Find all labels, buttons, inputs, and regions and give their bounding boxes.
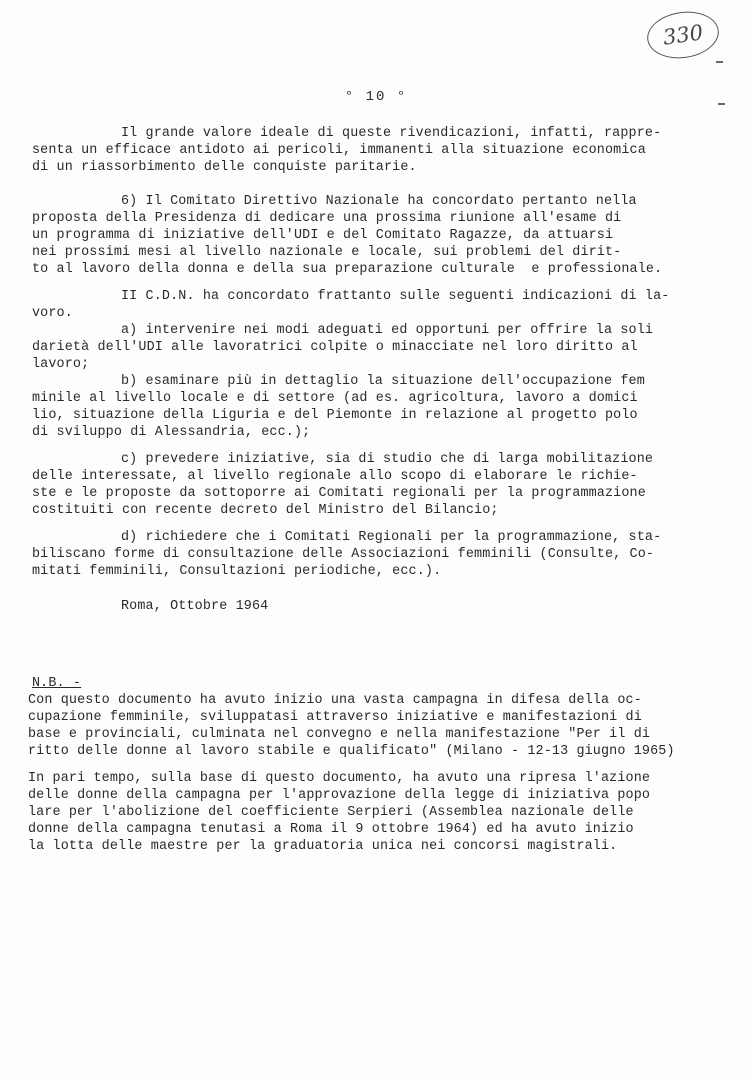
text-line: II C.D.N. ha concordato frattanto sulle seguenti indicazioni di la- [121, 289, 670, 304]
text-line: base e provinciali, culminata nel convegno e nella manifestazione "Per il di [28, 727, 651, 742]
text-line: to al lavoro della donna e della sua preparazione culturale e professionale. [32, 262, 663, 277]
text-line: 6) Il Comitato Direttivo Nazionale ha concordato pertanto nella [121, 194, 637, 209]
nb-heading: N.B. - [32, 676, 82, 691]
text-line: di un riassorbimento delle conquiste paritarie. [32, 160, 417, 175]
text-line: minile al livello locale e di settore (ad es. agricoltura, lavoro a domici [32, 391, 638, 406]
text-line: voro. [32, 306, 73, 321]
text-line: mitati femminili, Consultazioni periodiche, ecc.). [32, 564, 442, 579]
archive-number-stamp [644, 7, 722, 63]
text-line: lavoro; [32, 357, 90, 372]
text-line: d) richiedere che i Comitati Regionali per la programmazione, sta- [121, 530, 662, 545]
text-line: di sviluppo di Alessandria, ecc.); [32, 425, 311, 440]
date-line: Roma, Ottobre 1964 [121, 599, 269, 614]
text-line: senta un efficace antidoto ai pericoli, immanenti alla situazione economica [32, 143, 646, 158]
text-line: biliscano forme di consultazione delle Associazioni femminili (Consulte, Co- [32, 547, 655, 562]
text-line: ste e le proposte da sottoporre ai Comitati regionali per la programmazione [32, 486, 646, 501]
page-number: ° 10 ° [344, 89, 408, 105]
text-line: lio, situazione della Liguria e del Piemonte in relazione al progetto polo [32, 408, 638, 423]
text-line: delle donne della campagna per l'approvazione della legge di iniziativa popo [28, 788, 651, 803]
text-line: Il grande valore ideale di queste rivendicazioni, infatti, rappre- [121, 126, 662, 141]
text-line: delle interessate, al livello regionale allo scopo di elaborare le richie- [32, 469, 638, 484]
text-line: lare per l'abolizione del coefficiente Serpieri (Assemblea nazionale delle [28, 805, 634, 820]
text-line: un programma di iniziative dell'UDI e del Comitato Ragazze, da attuarsi [32, 228, 614, 243]
text-line: a) intervenire nei modi adeguati ed opportuni per offrire la soli [121, 323, 654, 338]
text-line: c) prevedere iniziative, sia di studio che di larga mobilitazione [121, 452, 654, 467]
text-line: Con questo documento ha avuto inizio una vasta campagna in difesa della oc- [28, 693, 642, 708]
stamp-number: 330 [661, 20, 705, 50]
text-line: darietà dell'UDI alle lavoratrici colpite o minacciate nel loro diritto al [32, 340, 638, 355]
text-line: donne della campagna tenutasi a Roma il 9 ottobre 1964) ed ha avuto inizio [28, 822, 634, 837]
text-line: In pari tempo, sulla base di questo documento, ha avuto una ripresa l'azione [28, 771, 651, 786]
text-line: cupazione femminile, sviluppatasi attraverso iniziative e manifestazioni di [28, 710, 642, 725]
text-line: la lotta delle maestre per la graduatoria unica nei concorsi magistrali. [28, 839, 618, 854]
margin-mark [716, 61, 723, 63]
text-line: costituiti con recente decreto del Ministro del Bilancio; [32, 503, 499, 518]
text-line: ritto delle donne al lavoro stabile e qualificato" (Milano - 12-13 giugno 1965) [28, 744, 675, 759]
text-line: b) esaminare più in dettaglio la situazione dell'occupazione fem [121, 374, 645, 389]
text-line: proposta della Presidenza di dedicare una prossima riunione all'esame di [32, 211, 622, 226]
text-line: nei prossimi mesi al livello nazionale e locale, sui problemi del dirit- [32, 245, 622, 260]
